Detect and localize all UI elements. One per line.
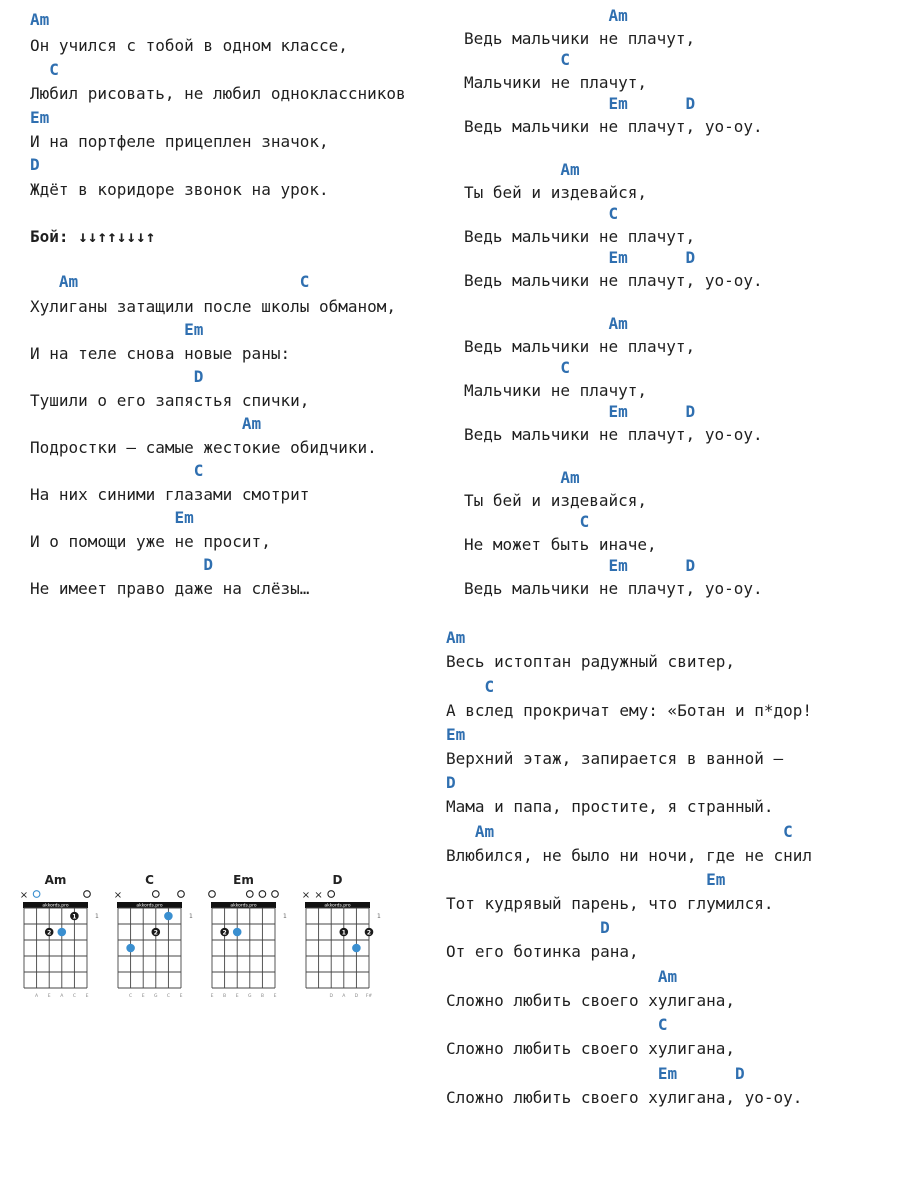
string-note: B bbox=[260, 994, 264, 999]
chord-line: C bbox=[464, 358, 570, 377]
strum-pattern: Бой: ↓↓↑↑↓↓↓↑ bbox=[30, 227, 156, 246]
chord-line: Am bbox=[464, 6, 628, 25]
chord-line: D bbox=[30, 555, 214, 574]
lyric-line: От его ботинка рана, bbox=[446, 942, 639, 961]
lyric-line: И на портфеле прицеплен значок, bbox=[30, 132, 329, 151]
lyric-line: Мама и папа, простите, я странный. bbox=[446, 797, 774, 816]
string-note: A bbox=[60, 994, 64, 999]
string-note: E bbox=[235, 994, 239, 999]
string-note: D bbox=[354, 994, 359, 999]
chord-line: Am bbox=[464, 160, 580, 179]
lyric-line: Ведь мальчики не плачут, bbox=[464, 227, 696, 246]
chord-line: C bbox=[30, 461, 204, 480]
lyric-line: Ведь мальчики не плачут, уо-оу. bbox=[464, 117, 763, 136]
chord-line: Am bbox=[30, 10, 50, 29]
brand-label: akkords.pro bbox=[136, 903, 163, 909]
open-marker bbox=[247, 891, 254, 898]
lyric-line: Влюбился, не было ни ночи, где не снил bbox=[446, 846, 813, 865]
lyric-line: Подростки — самые жестокие обидчики. bbox=[30, 438, 377, 457]
fret-number: 1 bbox=[377, 913, 381, 920]
chord-line: C bbox=[446, 677, 495, 696]
lyric-line: Сложно любить своего хулигана, bbox=[446, 991, 735, 1010]
open-marker bbox=[153, 891, 160, 898]
chord-line: Am bbox=[446, 967, 678, 986]
lyric-line: Он учился с тобой в одном классе, bbox=[30, 36, 348, 55]
lyric-line: Ведь мальчики не плачут, уо-оу. bbox=[464, 425, 763, 444]
chord-name: Am bbox=[44, 873, 67, 887]
open-marker bbox=[84, 891, 91, 898]
chord-line: Am bbox=[30, 414, 262, 433]
chord-line: D bbox=[30, 367, 204, 386]
open-marker bbox=[259, 891, 266, 898]
finger-number: 2 bbox=[47, 929, 52, 937]
open-marker bbox=[178, 891, 185, 898]
finger-dot bbox=[126, 944, 135, 953]
fret-number: 1 bbox=[95, 913, 99, 920]
lyric-line: Весь истоптан радужный свитер, bbox=[446, 652, 735, 671]
lyric-line: На них синими глазами смотрит bbox=[30, 485, 310, 504]
string-note: E bbox=[210, 994, 214, 999]
finger-dot bbox=[164, 912, 173, 921]
brand-label: akkords.pro bbox=[324, 903, 351, 909]
mute-marker: × bbox=[113, 890, 123, 901]
string-note: A bbox=[35, 994, 39, 999]
lyric-line: И о помощи уже не просит, bbox=[30, 532, 271, 551]
finger-number: 1 bbox=[341, 929, 346, 937]
lyric-line: Сложно любить своего хулигана, bbox=[446, 1039, 735, 1058]
chord-line: C bbox=[30, 60, 59, 79]
string-note: C bbox=[166, 994, 170, 999]
string-note: C bbox=[129, 994, 133, 999]
string-note: E bbox=[273, 994, 277, 999]
lyric-line: Ведь мальчики не плачут, уо-оу. bbox=[464, 579, 763, 598]
chord-diagram-c bbox=[114, 873, 193, 999]
chord-diagrams bbox=[18, 872, 398, 1026]
string-note: G bbox=[248, 994, 252, 999]
lyric-line: А вслед прокричат ему: «Ботан и п*дор! bbox=[446, 701, 813, 720]
chord-line: C bbox=[446, 1015, 668, 1034]
lyric-line: Не может быть иначе, bbox=[464, 535, 657, 554]
string-note: B bbox=[223, 994, 227, 999]
chord-line: Em D bbox=[464, 556, 696, 575]
chord-line: Em bbox=[30, 108, 50, 127]
finger-dot bbox=[58, 928, 67, 937]
lyric-line: Ты бей и издевайся, bbox=[464, 491, 648, 510]
lyric-line: Сложно любить своего хулигана, уо-оу. bbox=[446, 1088, 803, 1107]
lyric-line: Любил рисовать, не любил одноклассников bbox=[30, 84, 406, 103]
lyric-line: Тот кудрявый парень, что глумился. bbox=[446, 894, 774, 913]
string-note: G bbox=[154, 994, 158, 999]
brand-label: akkords.pro bbox=[42, 903, 69, 909]
finger-dot bbox=[233, 928, 242, 937]
lyric-line: Ведь мальчики не плачут, bbox=[464, 337, 696, 356]
lyric-line: Ведь мальчики не плачут, bbox=[464, 29, 696, 48]
chord-name: D bbox=[332, 873, 343, 887]
lyric-line: Ждёт в коридоре звонок на урок. bbox=[30, 180, 329, 199]
brand-label: akkords.pro bbox=[230, 903, 257, 909]
lyric-line: Не имеет право даже на слёзы… bbox=[30, 579, 310, 598]
lyric-line: Верхний этаж, запирается в ванной — bbox=[446, 749, 784, 768]
chord-line: Em D bbox=[464, 248, 696, 267]
chord-line: Em bbox=[446, 870, 726, 889]
fret-number: 1 bbox=[283, 913, 287, 920]
chord-line: Am C bbox=[30, 272, 310, 291]
open-marker bbox=[33, 891, 40, 898]
chord-diagram-d bbox=[302, 873, 381, 999]
chord-diagram-am bbox=[20, 873, 99, 999]
mute-marker: × bbox=[301, 890, 311, 901]
open-marker bbox=[209, 891, 216, 898]
chord-line: C bbox=[464, 50, 570, 69]
string-note: D bbox=[329, 994, 333, 999]
string-note: F# bbox=[365, 994, 373, 999]
chord-line: Em D bbox=[464, 402, 696, 421]
lyric-line: Мальчики не плачут, bbox=[464, 73, 648, 92]
chord-line: Em bbox=[446, 725, 466, 744]
lyric-line: И на теле снова новые раны: bbox=[30, 344, 291, 363]
string-note: C bbox=[72, 994, 76, 999]
open-marker bbox=[328, 891, 335, 898]
string-note: E bbox=[85, 994, 89, 999]
chord-diagrams-svg bbox=[18, 872, 398, 1022]
chord-line: D bbox=[446, 773, 456, 792]
chord-line: D bbox=[446, 918, 610, 937]
chord-diagram-em bbox=[209, 873, 287, 999]
string-note: E bbox=[179, 994, 183, 999]
chord-line: Em bbox=[30, 508, 194, 527]
string-note: A bbox=[342, 994, 346, 999]
chord-name: Em bbox=[233, 873, 254, 887]
chord-name: C bbox=[145, 873, 154, 887]
open-marker bbox=[272, 891, 279, 898]
fret-number: 1 bbox=[189, 913, 193, 920]
chord-line: Am C bbox=[446, 822, 793, 841]
finger-number: 2 bbox=[153, 929, 158, 937]
chord-line: C bbox=[464, 512, 590, 531]
chord-line: Em D bbox=[464, 94, 696, 113]
chord-line: Em D bbox=[446, 1064, 745, 1083]
lyric-line: Мальчики не плачут, bbox=[464, 381, 648, 400]
mute-marker: × bbox=[314, 890, 323, 901]
mute-marker: × bbox=[19, 890, 29, 901]
chord-line: Em bbox=[30, 320, 204, 339]
chord-line: Am bbox=[464, 468, 580, 487]
finger-dot bbox=[352, 944, 361, 953]
finger-number: 1 bbox=[72, 913, 77, 921]
chord-line: C bbox=[464, 204, 619, 223]
lyric-line: Хулиганы затащили после школы обманом, bbox=[30, 297, 397, 316]
finger-number: 2 bbox=[222, 929, 227, 937]
lyric-line: Ты бей и издевайся, bbox=[464, 183, 648, 202]
chord-line: D bbox=[30, 155, 40, 174]
lyric-line: Тушили о его запястья спички, bbox=[30, 391, 310, 410]
string-note: E bbox=[141, 994, 145, 999]
string-note: E bbox=[47, 994, 51, 999]
lyric-line: Ведь мальчики не плачут, уо-оу. bbox=[464, 271, 763, 290]
finger-number: 2 bbox=[366, 929, 372, 937]
chord-line: Am bbox=[446, 628, 466, 647]
chord-line: Am bbox=[464, 314, 628, 333]
